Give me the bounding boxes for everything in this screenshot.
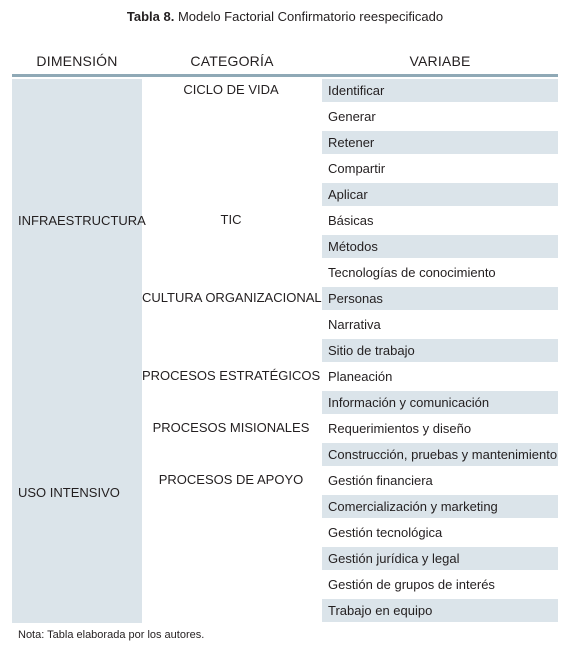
variable-row: Planeación xyxy=(328,369,393,384)
table-title xyxy=(0,9,570,25)
category-ciclo-de-vida: CICLO DE VIDA xyxy=(183,82,279,97)
variable-row: Requerimientos y diseño xyxy=(328,421,472,436)
header-divider xyxy=(12,74,558,77)
variable-row: Sitio de trabajo xyxy=(322,339,558,362)
variable-row: Comercialización y marketing xyxy=(322,495,558,518)
header-dimension: DIMENSIÓN xyxy=(36,53,118,69)
dimension-column xyxy=(12,79,142,623)
header-variable: VARIABE xyxy=(409,53,471,69)
variable-row: Gestión de grupos de interés xyxy=(328,577,495,592)
variable-row: Narrativa xyxy=(328,317,381,332)
dimension-infraestructura: INFRAESTRUCTURA xyxy=(18,213,146,228)
category-tic: TIC xyxy=(220,212,242,227)
variable-row: Trabajo en equipo xyxy=(322,599,558,622)
variable-row: Gestión tecnológica xyxy=(328,525,443,540)
table-number: Tabla 8. xyxy=(126,9,175,24)
variable-row: Tecnologías de conocimiento xyxy=(328,265,496,280)
dimension-uso-intensivo: USO INTENSIVO xyxy=(18,485,120,500)
variable-row: Básicas xyxy=(328,213,374,228)
variable-row: Personas xyxy=(322,287,558,310)
variable-row: Gestión financiera xyxy=(328,473,433,488)
variable-row: Construcción, pruebas y mantenimiento xyxy=(322,443,558,466)
category-procesos-misionales: PROCESOS MISIONALES xyxy=(152,420,310,435)
variable-row: Gestión jurídica y legal xyxy=(322,547,558,570)
category-procesos-de-apoyo: PROCESOS DE APOYO xyxy=(158,472,304,487)
variable-row: Métodos xyxy=(322,235,558,258)
variable-list xyxy=(322,79,558,625)
category-cultura-organizacional: CULTURA ORGANIZACIONAL xyxy=(142,290,322,305)
variable-row: Retener xyxy=(322,131,558,154)
category-procesos-estrategicos: PROCESOS ESTRATÉGICOS xyxy=(142,368,321,383)
header-categoria: CATEGORÍA xyxy=(190,53,274,69)
variable-row: Compartir xyxy=(328,161,386,176)
variable-row: Información y comunicación xyxy=(322,391,558,414)
table-caption: Modelo Factorial Confirmatorio reespecificado xyxy=(177,9,444,24)
variable-row: Identificar xyxy=(322,79,558,102)
table-note: Nota: Tabla elaborada por los autores. xyxy=(18,629,205,641)
variable-row: Aplicar xyxy=(322,183,558,206)
variable-row: Generar xyxy=(328,109,376,124)
